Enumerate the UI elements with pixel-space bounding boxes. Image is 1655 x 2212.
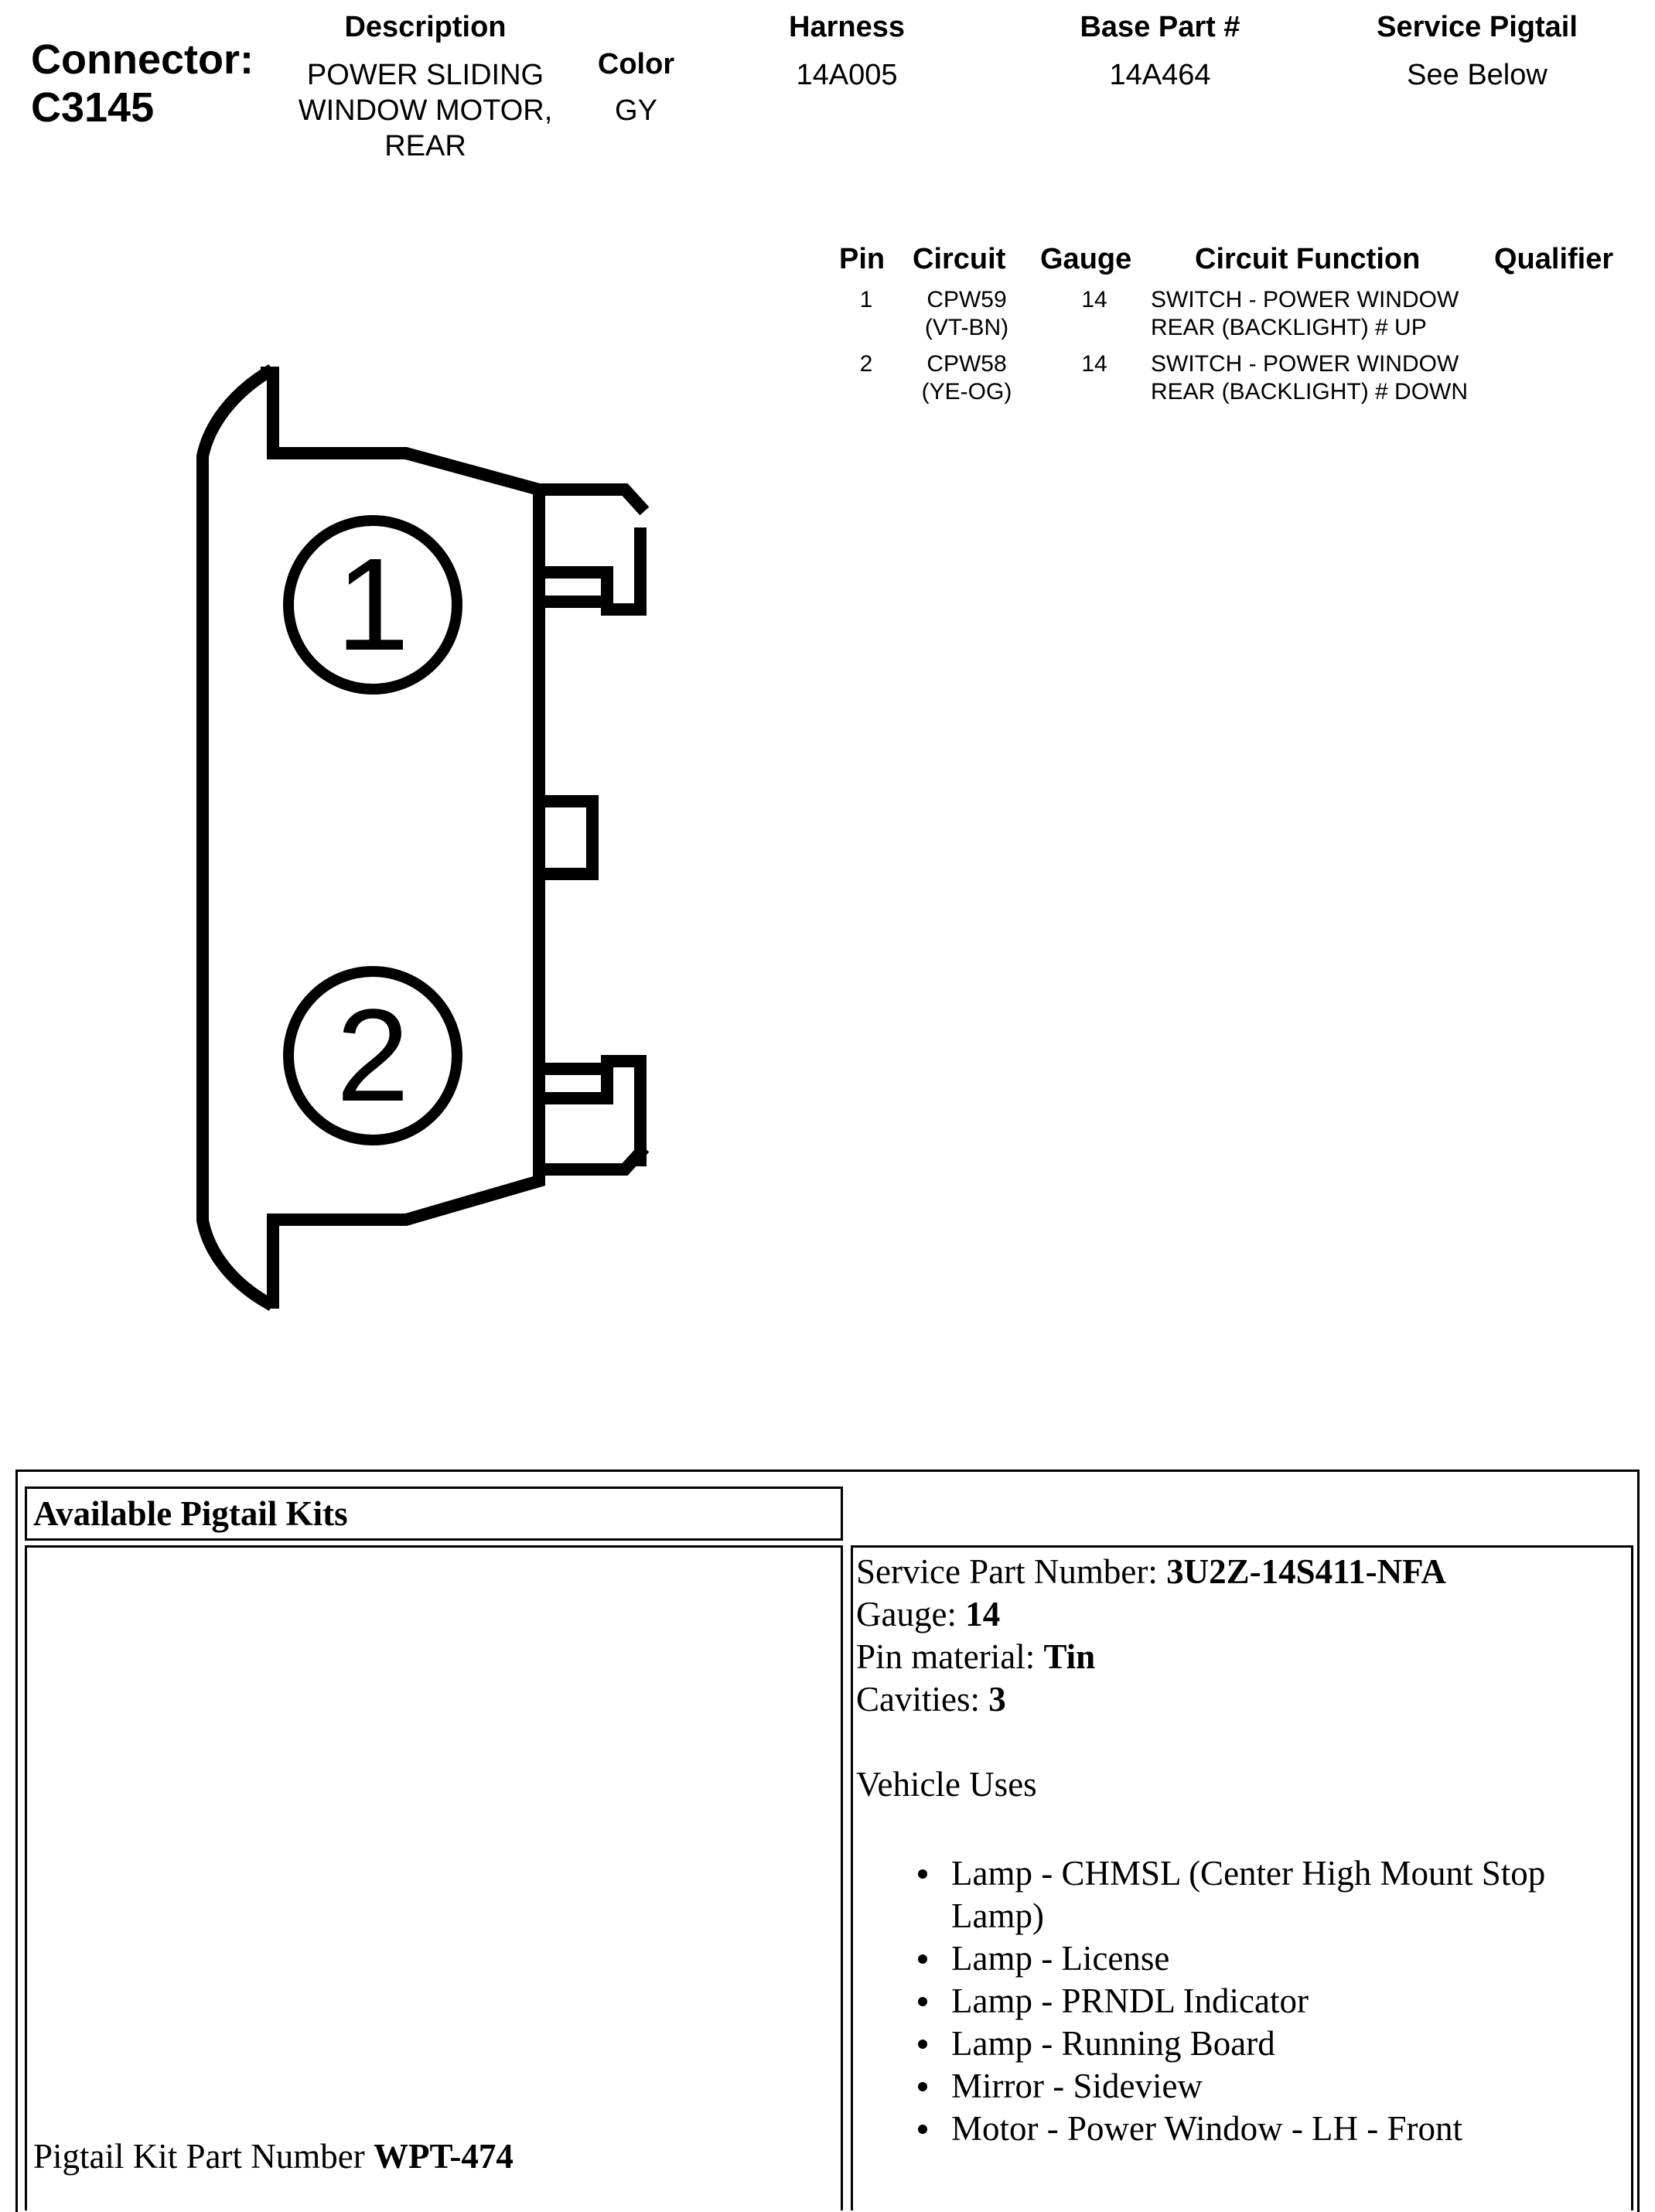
base-part-value: 14A464 <box>1109 59 1211 91</box>
pin-material: Pin material: Tin <box>856 1637 1096 1676</box>
service-pigtail-value: See Below <box>1407 59 1548 91</box>
pigtail-image-cell <box>25 1545 843 2210</box>
vehicle-uses-label: Vehicle Uses <box>856 1765 1037 1804</box>
bottom-tab <box>539 1069 607 1098</box>
bullet-icon <box>918 2040 927 2049</box>
list-item: Lamp - License <box>856 1937 1626 1980</box>
connector-label: Connector: C3145 <box>31 36 254 131</box>
pigtail-details <box>856 1551 1626 2150</box>
bullet-icon <box>918 1869 927 1879</box>
table-row-function: SWITCH - POWER WINDOW REAR (BACKLIGHT) # UP <box>1151 287 1459 340</box>
top-latch <box>539 490 640 507</box>
service-pigtail-header: Service Pigtail <box>1377 11 1578 43</box>
pigtail-details-cell <box>851 1545 1633 2210</box>
bullet-icon <box>918 2082 927 2091</box>
description-value: POWER SLIDING WINDOW MOTOR, REAR <box>298 59 553 162</box>
description-header: Description <box>344 11 507 43</box>
connector-body-outline <box>203 373 267 1302</box>
list-item: Lamp - PRNDL Indicator <box>856 1980 1626 2023</box>
table-row-pin: 1 <box>859 287 873 312</box>
list-item: Lamp - CHMSL (Center High Mount Stop Lamp) <box>856 1852 1626 1937</box>
table-row-circuit: CPW59 (VT-BN) <box>924 287 1009 340</box>
bottom-latch <box>539 1152 640 1169</box>
pin-2-label: 2 <box>336 982 410 1129</box>
pigtail-kit-part-number: Pigtail Kit Part Number WPT-474 <box>33 2137 514 2176</box>
harness-value: 14A005 <box>796 59 898 91</box>
circuit-header: Circuit <box>913 243 1006 275</box>
service-part-number: Service Part Number: 3U2Z-14S411-NFA <box>856 1552 1446 1591</box>
list-item: Motor - Power Window - LH - Front <box>856 2108 1626 2150</box>
pin-1-label: 1 <box>336 531 410 678</box>
connector-id: C3145 <box>31 84 155 131</box>
pigtail-title: Available Pigtail Kits <box>33 1494 348 1533</box>
bullet-icon <box>918 1997 927 2006</box>
gauge-header: Gauge <box>1040 243 1132 275</box>
color-header: Color <box>597 48 675 80</box>
qualifier-header: Qualifier <box>1494 243 1614 275</box>
vehicle-uses-list <box>856 1852 1626 2150</box>
connector-body-top-bottom <box>267 373 539 1302</box>
polarization-key <box>539 801 592 874</box>
bullet-icon <box>918 1954 927 1964</box>
circuit-function-header: Circuit Function <box>1195 243 1421 275</box>
table-row-pin: 2 <box>859 351 873 377</box>
top-tab <box>539 572 607 602</box>
pin-header: Pin <box>839 243 886 275</box>
table-row-circuit: CPW58 (YE-OG) <box>921 351 1012 405</box>
table-row-gauge: 14 <box>1081 351 1107 377</box>
table-row-gauge: 14 <box>1081 287 1107 312</box>
color-value: GY <box>615 94 657 127</box>
gauge: Gauge: 14 <box>856 1595 1001 1633</box>
harness-header: Harness <box>789 11 905 43</box>
bullet-icon <box>918 2125 927 2134</box>
base-part-header: Base Part # <box>1080 11 1240 43</box>
connector-face-diagram <box>0 0 696 1330</box>
cavities: Cavities: 3 <box>856 1680 1006 1719</box>
list-item: Mirror - Sideview <box>856 2065 1626 2108</box>
list-item: Lamp - Running Board <box>856 2023 1626 2065</box>
table-row-function: SWITCH - POWER WINDOW REAR (BACKLIGHT) # DOWN <box>1151 351 1469 405</box>
pigtail-title-cell <box>25 1487 843 1541</box>
